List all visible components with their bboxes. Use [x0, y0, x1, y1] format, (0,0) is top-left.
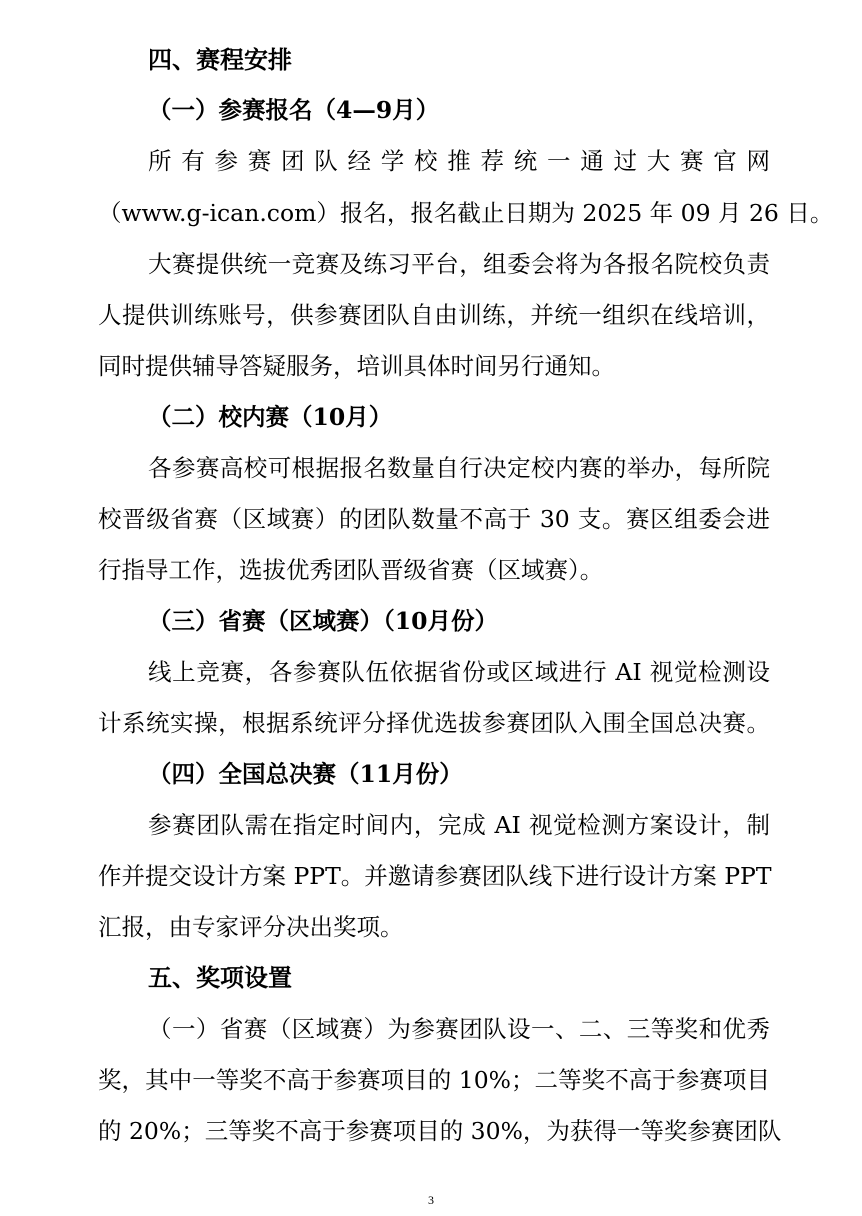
subheading-campus-round: （二）校内赛（10月）	[148, 403, 393, 431]
paragraph-line: 行指导工作，选拔优秀团队晋级省赛（区域赛）。	[98, 556, 604, 584]
paragraph-line: 的 20%；三等奖不高于参赛项目的 30%，为获得一等奖参赛团队	[98, 1117, 782, 1145]
subheading-registration: （一）参赛报名（4—9月）	[148, 96, 440, 124]
paragraph-line: 线上竞赛，各参赛队伍依据省份或区域进行 AI 视觉检测设	[148, 658, 770, 686]
paragraph-line: 所有参赛团队经学校推荐统一通过大赛官网	[148, 147, 770, 175]
section-heading-schedule: 四、赛程安排	[148, 45, 292, 74]
paragraph-line: （www.g-ican.com）报名，报名截止日期为 2025 年 09 月 26 日。	[98, 199, 834, 227]
paragraph-line: （一）省赛（区域赛）为参赛团队设一、二、三等奖和优秀	[148, 1015, 770, 1043]
paragraph-line: 作并提交设计方案 PPT。并邀请参赛团队线下进行设计方案 PPT	[98, 862, 772, 890]
subheading-national-final: （四）全国总决赛（11月份）	[148, 760, 463, 788]
paragraph-line: 人提供训练账号，供参赛团队自由训练，并统一组织在线培训，	[98, 301, 770, 329]
paragraph-line: 汇报，由专家评分决出奖项。	[98, 913, 404, 941]
paragraph-line: 校晋级省赛（区域赛）的团队数量不高于 30 支。赛区组委会进	[98, 505, 770, 533]
paragraph-line: 奖，其中一等奖不高于参赛项目的 10%；二等奖不高于参赛项目	[98, 1066, 770, 1094]
subheading-provincial-round: （三）省赛（区域赛）（10月份）	[148, 607, 498, 635]
section-heading-awards: 五、奖项设置	[148, 963, 292, 992]
paragraph-line: 大赛提供统一竞赛及练习平台，组委会将为各报名院校负责	[148, 250, 770, 278]
paragraph-line: 同时提供辅导答疑服务，培训具体时间另行通知。	[98, 352, 615, 380]
paragraph-line: 参赛团队需在指定时间内，完成 AI 视觉检测方案设计，制	[148, 811, 770, 839]
paragraph-line: 计系统实操，根据系统评分择优选拔参赛团队入围全国总决赛。	[98, 709, 770, 737]
paragraph-line: 各参赛高校可根据报名数量自行决定校内赛的举办，每所院	[148, 454, 770, 482]
page-number: 3	[428, 1193, 434, 1207]
